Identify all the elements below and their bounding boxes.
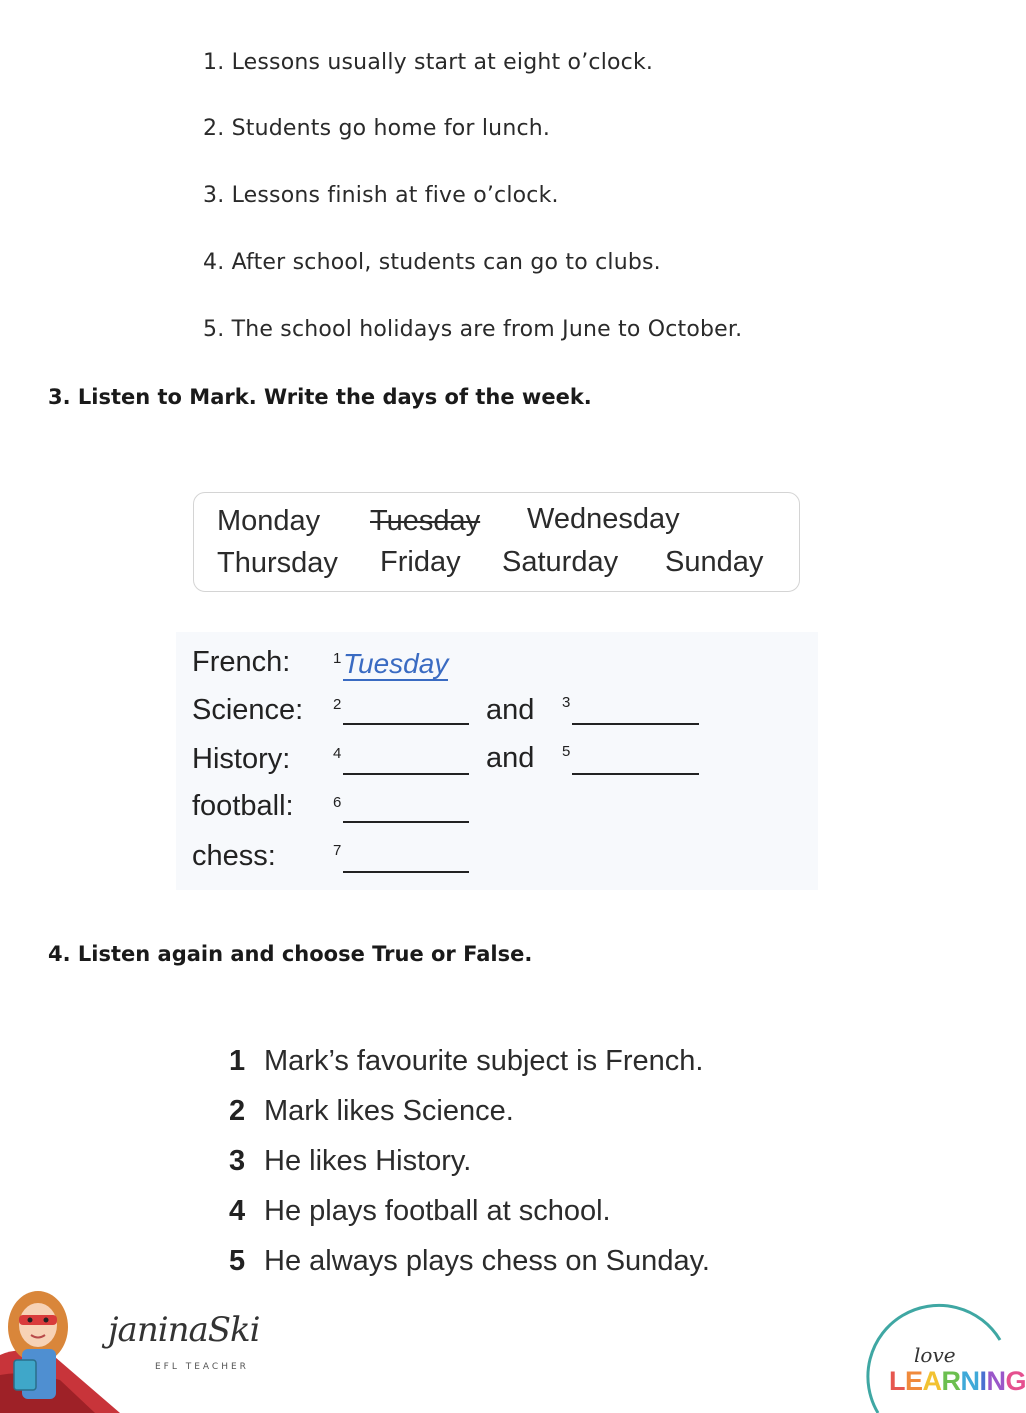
section-3-heading: 3. Listen to Mark. Write the days of the week. [48, 385, 592, 409]
answer-7-blank[interactable] [343, 871, 469, 873]
learning-letter: G [1005, 1366, 1026, 1396]
answer-6-blank[interactable] [343, 821, 469, 823]
learning-letter: A [922, 1366, 942, 1396]
statement-3: 3. Lessons finish at five o’clock. [203, 183, 559, 208]
num-4: 4 [333, 745, 342, 762]
tf-num-3: 3 [229, 1145, 246, 1177]
learning-letter: L [889, 1366, 905, 1396]
num-3: 3 [562, 694, 571, 711]
answer-5-blank[interactable] [572, 773, 699, 775]
answer-3-blank[interactable] [572, 723, 699, 725]
and-label-2: and [486, 742, 535, 774]
tf-item-1[interactable]: Mark’s favourite subject is French. [264, 1045, 704, 1077]
word-monday: Monday [217, 505, 321, 537]
word-sunday: Sunday [665, 546, 764, 578]
num-2: 2 [333, 696, 342, 713]
label-french: French: [192, 646, 291, 678]
word-friday: Friday [380, 546, 461, 578]
label-chess: chess: [192, 840, 276, 872]
label-history: History: [192, 743, 291, 775]
tf-item-4[interactable]: He plays football at school. [264, 1195, 611, 1227]
tf-item-5[interactable]: He always plays chess on Sunday. [264, 1245, 710, 1277]
learning-label [889, 1366, 1026, 1397]
num-5: 5 [562, 743, 571, 760]
num-1: 1 [333, 650, 342, 667]
learning-letter: I [979, 1366, 987, 1396]
label-football: football: [192, 790, 294, 822]
num-6: 6 [333, 794, 342, 811]
learning-letter: N [960, 1366, 980, 1396]
word-tuesday-crossed: Tuesday [370, 505, 481, 537]
word-thursday: Thursday [217, 547, 338, 579]
and-label-1: and [486, 694, 535, 726]
tf-item-3[interactable]: He likes History. [264, 1145, 472, 1177]
janina-ski-logo: janinaSki [108, 1310, 260, 1350]
word-wednesday: Wednesday [527, 503, 680, 535]
section-4-heading: 4. Listen again and choose True or False. [48, 942, 533, 966]
label-science: Science: [192, 694, 304, 726]
efl-teacher-label: EFL TEACHER [155, 1362, 249, 1372]
answer-1-input[interactable]: Tuesday [343, 648, 449, 679]
learning-letter: N [986, 1366, 1006, 1396]
love-label: love [914, 1343, 956, 1367]
tf-num-4: 4 [229, 1195, 246, 1227]
statement-5: 5. The school holidays are from June to October. [203, 317, 743, 342]
statement-1: 1. Lessons usually start at eight o’clock. [203, 50, 654, 75]
answer-2-blank[interactable] [343, 723, 469, 725]
learning-letter: R [941, 1366, 961, 1396]
tf-item-2[interactable]: Mark likes Science. [264, 1095, 514, 1127]
tf-num-5: 5 [229, 1245, 246, 1277]
word-saturday: Saturday [502, 546, 619, 578]
tf-num-1: 1 [229, 1045, 246, 1077]
answer-4-blank[interactable] [343, 773, 469, 775]
statement-2: 2. Students go home for lunch. [203, 116, 551, 141]
num-7: 7 [333, 842, 342, 859]
tf-num-2: 2 [229, 1095, 246, 1127]
statement-4: 4. After school, students can go to clubs. [203, 250, 661, 275]
learning-letter: E [905, 1366, 923, 1396]
